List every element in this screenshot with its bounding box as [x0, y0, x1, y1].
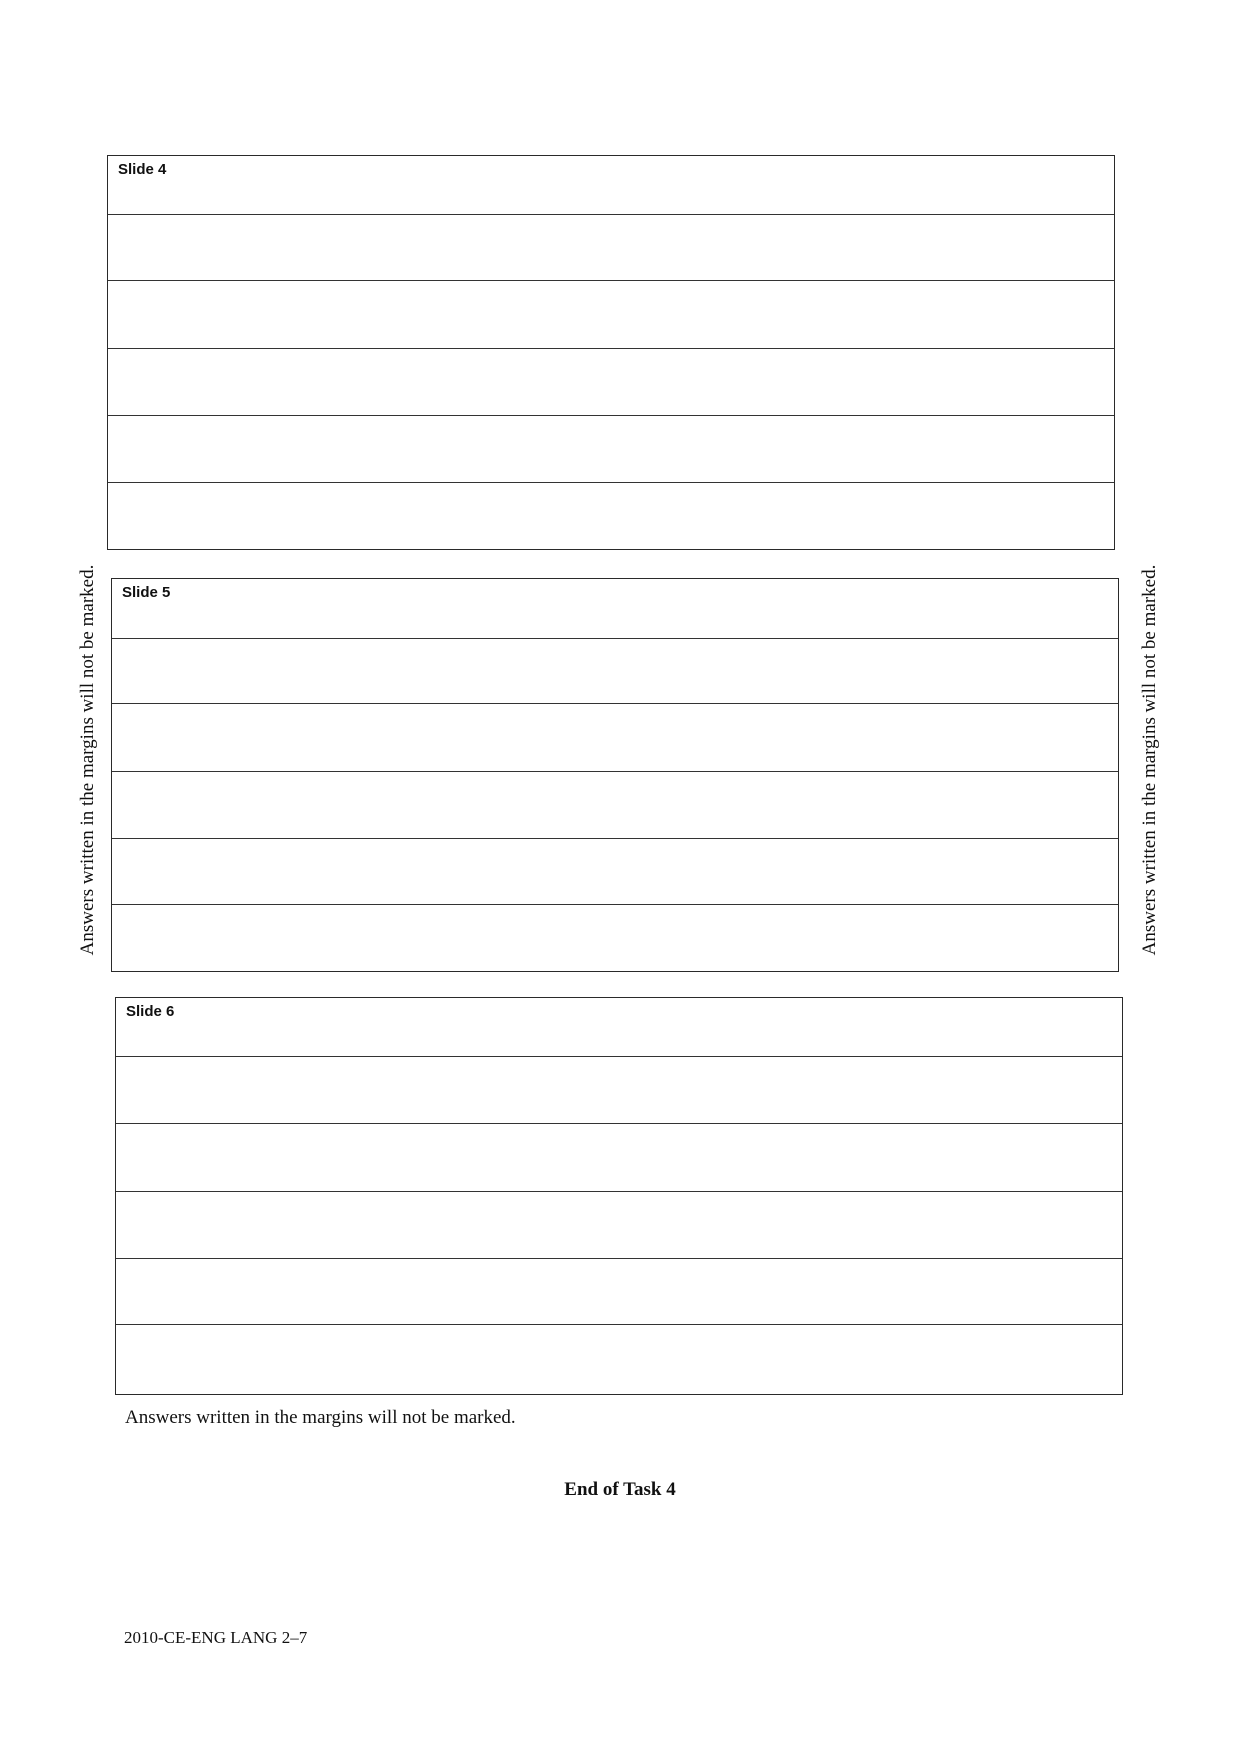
answer-line	[108, 415, 1114, 416]
answer-line	[116, 1191, 1122, 1192]
answer-line	[108, 482, 1114, 483]
answer-line	[108, 280, 1114, 281]
answer-line	[116, 1324, 1122, 1325]
slide-6-answer-box[interactable]	[115, 997, 1123, 1395]
answer-line	[108, 214, 1114, 215]
margin-warning-right: Answers written in the margins will not be marked.	[1139, 564, 1160, 956]
answer-line	[112, 638, 1118, 639]
answer-line	[112, 838, 1118, 839]
slide-6-label: Slide 6	[126, 1003, 175, 1020]
margin-warning-left: Answers written in the margins will not be marked.	[77, 564, 98, 956]
answer-line	[116, 1123, 1122, 1124]
slide-5-label: Slide 5	[122, 584, 171, 601]
answer-line	[116, 1056, 1122, 1057]
margin-warning-bottom: Answers written in the margins will not be marked.	[125, 1407, 516, 1428]
end-of-task-heading: End of Task 4	[564, 1479, 676, 1500]
answer-line	[108, 348, 1114, 349]
answer-line	[112, 703, 1118, 704]
slide-5-answer-box[interactable]	[111, 578, 1119, 972]
slide-4-answer-box[interactable]	[107, 155, 1115, 550]
answer-line	[116, 1258, 1122, 1259]
paper-code-footer: 2010-CE-ENG LANG 2–7	[124, 1628, 308, 1647]
answer-line	[112, 904, 1118, 905]
answer-line	[112, 771, 1118, 772]
slide-4-label: Slide 4	[118, 161, 167, 178]
